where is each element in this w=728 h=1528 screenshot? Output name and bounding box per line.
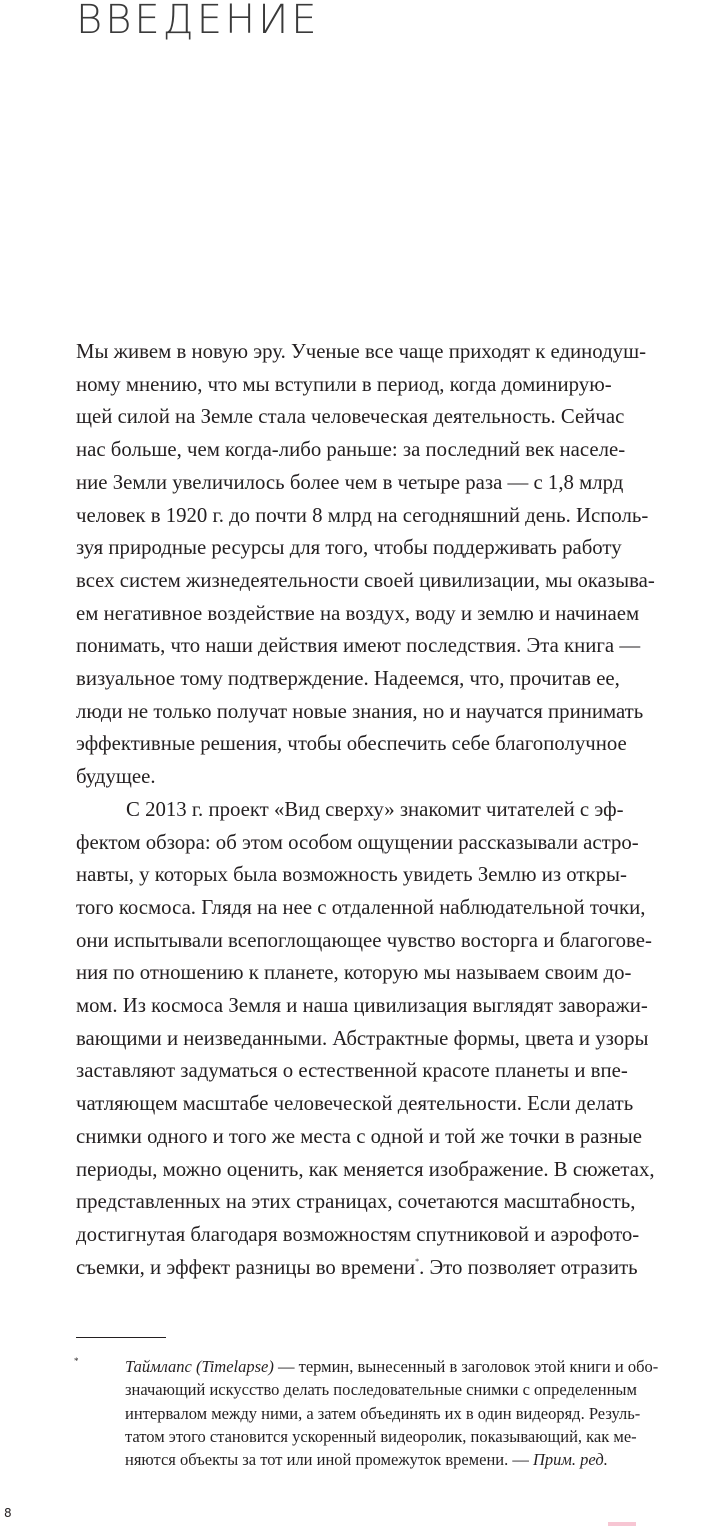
text-fragment: . Это позволяет отразить xyxy=(419,1255,638,1279)
footnote-line xyxy=(125,1448,715,1471)
text-line: щей силой на Земле стала человеческая деятельность. Сейчас xyxy=(76,405,625,429)
text-line: чатляющем масштабе человеческой деятельности. Если делать xyxy=(76,1092,634,1116)
text-line: представленных на этих страницах, сочетаются масштабность, xyxy=(76,1190,636,1214)
footnote-line: татом этого становится ускоренный видеоролик, показывающий, как ме- xyxy=(125,1426,637,1446)
footnote-reference[interactable]: * xyxy=(415,1256,420,1266)
text-fragment: няются объекты за тот или иной промежуток времени. — xyxy=(125,1450,533,1470)
text-line: ния по отношению к планете, которую мы называем своим до- xyxy=(76,961,632,985)
footnote-line: интервалом между ними, а затем объединять их в один видеоряд. Резуль- xyxy=(125,1403,641,1423)
text-line: заставляют задуматься о естественной красоте планеты и впе- xyxy=(76,1059,628,1083)
text-fragment: съемки, и эффект разницы во времени xyxy=(76,1255,416,1279)
text-line: визуальное тому подтверждение. Надеемся, что, прочитав ее, xyxy=(76,667,620,691)
text-line: будущее. xyxy=(76,765,156,789)
text-line: понимать, что наши действия имеют последствия. Эта книга — xyxy=(76,634,641,658)
footnote-divider xyxy=(76,1337,166,1338)
text-line: люди не только получат новые знания, но и научатся принимать xyxy=(76,699,644,723)
footnote xyxy=(125,1355,715,1471)
body-text xyxy=(76,336,716,1284)
paragraph-2 xyxy=(76,794,716,1285)
text-line: нас больше, чем когда-либо раньше: за последний век населе- xyxy=(76,438,626,462)
text-line: периоды, можно оценить, как меняется изображение. В сюжетах, xyxy=(76,1157,655,1181)
text-line: ем негативное воздействие на воздух, воду и землю и начинаем xyxy=(76,601,640,625)
text-fragment: — термин, вынесенный в заголовок этой книги и обо- xyxy=(273,1357,659,1376)
text-line: всех систем жизнедеятельности своей цивилизации, мы оказыва- xyxy=(76,568,655,592)
text-line: ному мнению, что мы вступили в период, когда доминирую- xyxy=(76,372,612,396)
text-line: вающими и неизведанными. Абстрактные формы, цвета и узоры xyxy=(76,1026,649,1050)
text-line: того космоса. Глядя на нее с отдаленной наблюдательной точки, xyxy=(76,895,646,919)
text-line: ние Земли увеличилось более чем в четыре раза — с 1,8 млрд xyxy=(76,470,624,494)
editor-note: Прим. ред. xyxy=(532,1450,608,1470)
footnote-mark: * xyxy=(74,1356,79,1366)
page-number: 8 xyxy=(4,1506,12,1520)
text-line: они испытывали всепоглощающее чувство восторга и благогове- xyxy=(76,928,652,952)
text-line-last xyxy=(76,1252,716,1285)
footnote-term: Таймлапс (Timelapse) xyxy=(125,1357,274,1376)
text-line: зуя природные ресурсы для того, чтобы поддерживать работу xyxy=(76,536,622,560)
text-line: мом. Из космоса Земля и наша цивилизация выглядят заворажи- xyxy=(76,994,648,1018)
text-line: навты, у которых была возможность увидеть Землю из откры- xyxy=(76,863,627,887)
text-line: человек в 1920 г. до почти 8 млрд на сегодняшний день. Исполь- xyxy=(76,503,649,527)
text-line: достигнутая благодаря возможностям спутниковой и аэрофото- xyxy=(76,1222,640,1246)
decorative-mark xyxy=(608,1522,636,1526)
paragraph-1 xyxy=(76,336,716,794)
footnote-line xyxy=(125,1355,715,1378)
text-line: Мы живем в новую эру. Ученые все чаще приходят к единодуш- xyxy=(76,340,647,363)
chapter-heading: ВВЕДЕНИЕ xyxy=(76,0,320,43)
text-line: С 2013 г. проект «Вид сверху» знакомит читателей с эф- xyxy=(126,797,624,821)
text-line: снимки одного и того же места с одной и той же точки в разные xyxy=(76,1124,643,1148)
footnote-line: значающий искусство делать последовательные снимки с определенным xyxy=(125,1380,637,1400)
text-line: фектом обзора: об этом особом ощущении рассказывали астро- xyxy=(76,830,639,854)
text-line: эффективные решения, чтобы обеспечить себе благополучное xyxy=(76,732,627,756)
